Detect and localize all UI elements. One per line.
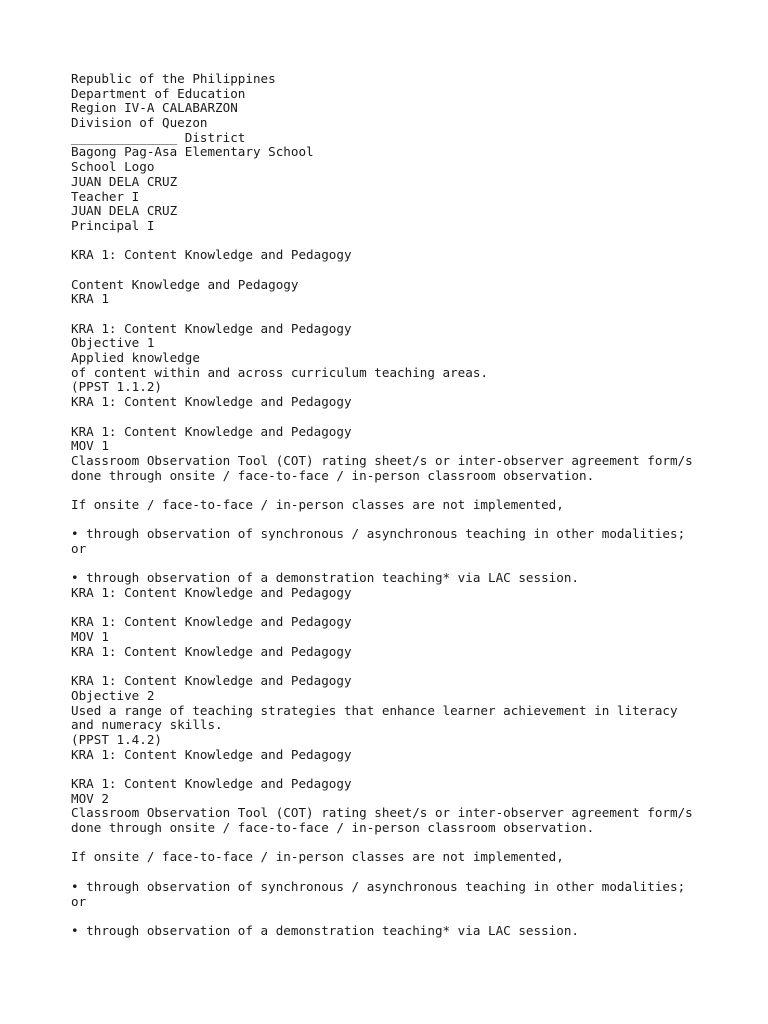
text-line: MOV 1	[71, 629, 109, 645]
blank-line	[71, 483, 761, 498]
text-line: Classroom Observation Tool (COT) rating sheet/s or inter-observer agreement form/s	[71, 805, 693, 821]
blank-line	[71, 410, 761, 425]
text-line: Applied knowledge	[71, 350, 200, 366]
blank-line	[71, 660, 761, 675]
blank-line	[71, 762, 761, 777]
blank-line	[71, 307, 761, 322]
text-line: Content Knowledge and Pedagogy	[71, 276, 299, 292]
text-line: KRA 1: Content Knowledge and Pedagogy	[71, 585, 352, 601]
text-line: (PPST 1.1.2)	[71, 379, 162, 395]
text-line: Used a range of teaching strategies that enhance learner achievement in literacy	[71, 702, 678, 718]
text-line: or	[71, 541, 87, 556]
blank-line	[71, 263, 761, 278]
text-line: KRA 1: Content Knowledge and Pedagogy	[71, 746, 352, 762]
text-line: Region IV-A CALABARZON	[71, 100, 238, 116]
text-line: Department of Education	[71, 85, 246, 101]
text-line: School Logo	[71, 159, 155, 175]
text-line: JUAN DELA CRUZ	[71, 173, 178, 189]
text-line: KRA 1	[71, 291, 109, 307]
text-line: Division of Quezon	[71, 115, 208, 131]
text-line: • through observation of synchronous / asynchronous teaching in other modalities;	[71, 878, 686, 894]
text-line: ______________ District	[71, 129, 246, 145]
text-line: If onsite / face-to-face / in-person classes are not implemented,	[71, 849, 564, 865]
text-line: done through onsite / face-to-face / in-person classroom observation.	[71, 467, 595, 483]
text-line: KRA 1: Content Knowledge and Pedagogy	[71, 394, 352, 410]
text-line: MOV 1	[71, 438, 109, 454]
blank-line	[71, 234, 761, 249]
text-line: KRA 1: Content Knowledge and Pedagogy	[71, 320, 352, 336]
text-line: KRA 1: Content Knowledge and Pedagogy	[71, 614, 352, 630]
text-line: If onsite / face-to-face / in-person classes are not implemented,	[71, 496, 564, 512]
text-line: Classroom Observation Tool (COT) rating sheet/s or inter-observer agreement form/s	[71, 452, 693, 468]
blank-line	[71, 601, 761, 616]
text-line: • through observation of synchronous / asynchronous teaching in other modalities;	[71, 526, 686, 542]
blank-line	[71, 909, 761, 924]
text-line: or	[71, 893, 87, 909]
text-line: • through observation of a demonstration teaching* via LAC session.	[71, 922, 579, 938]
text-line: Bagong Pag-Asa Elementary School	[71, 144, 314, 160]
text-line: Objective 1	[71, 335, 155, 351]
text-line: KRA 1: Content Knowledge and Pedagogy	[71, 423, 352, 439]
text-line: • through observation of a demonstration teaching* via LAC session.	[71, 570, 579, 586]
blank-line	[71, 865, 761, 880]
text-line: done through onsite / face-to-face / in-person classroom observation.	[71, 820, 595, 836]
text-line: of content within and across curriculum teaching areas.	[71, 364, 489, 380]
text-line: KRA 1: Content Knowledge and Pedagogy	[71, 247, 352, 263]
blank-line	[71, 557, 761, 572]
text-line: MOV 2	[71, 790, 109, 806]
text-line: KRA 1: Content Knowledge and Pedagogy	[71, 643, 352, 659]
document-text	[71, 72, 761, 939]
text-line: JUAN DELA CRUZ	[71, 203, 178, 219]
text-line: KRA 1: Content Knowledge and Pedagogy	[71, 673, 352, 689]
blank-line	[71, 513, 761, 528]
text-line: Republic of the Philippines	[71, 71, 276, 86]
text-line: Objective 2	[71, 687, 155, 703]
text-line: Teacher I	[71, 188, 140, 204]
text-line: (PPST 1.4.2)	[71, 731, 162, 747]
blank-line	[71, 836, 761, 851]
text-line: Principal I	[71, 217, 155, 233]
text-line: KRA 1: Content Knowledge and Pedagogy	[71, 776, 352, 791]
text-line: and numeracy skills.	[71, 717, 223, 733]
